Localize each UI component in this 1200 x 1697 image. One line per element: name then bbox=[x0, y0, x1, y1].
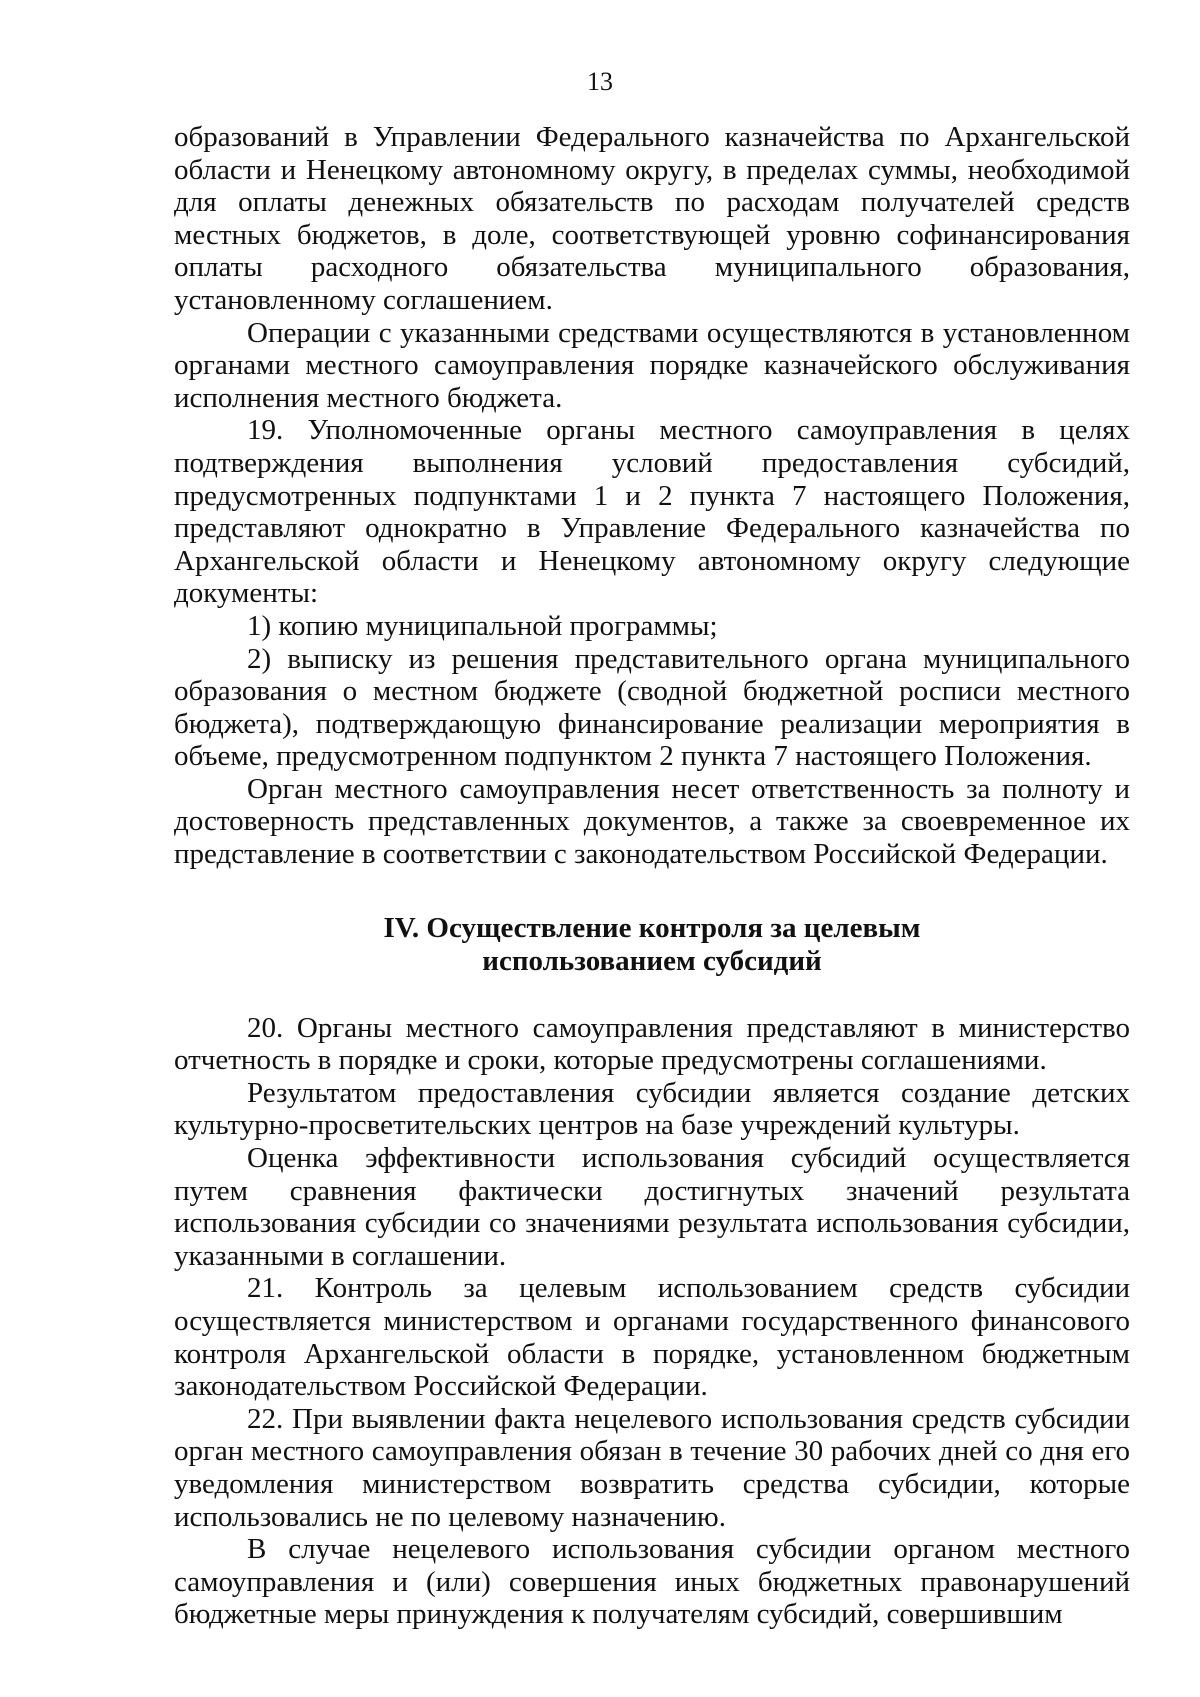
section-heading-line-2: использованием субсидий bbox=[482, 944, 822, 977]
paragraph-responsibility: Орган местного самоуправления несет ответственность за полноту и достоверность представленных документов, а также за своевременное их представление в соответствии с законодательством Российской Федерации. bbox=[174, 772, 1130, 871]
paragraph-efficiency: Оценка эффективности использования субсидий осуществляется путем сравнения фактически достигнутых значений результата использования субсидии со значениями результата использования субсидии, указанными в соглашении. bbox=[174, 1142, 1130, 1272]
paragraph-continuation: образований в Управлении Федерального казначейства по Архангельской области и Ненецкому автономному округу, в пределах суммы, необходимой для оплаты денежных обязательств по расходам получателей средств местных бюджетов, в доле, соответствующей уровню софинансирования оплаты расходного обязательства муниципального образования, установленному соглашением. bbox=[174, 121, 1130, 316]
paragraph-operations: Операции с указанными средствами осуществляются в установленном органами местного самоуправления порядке казначейского обслуживания исполнения местного бюджета. bbox=[174, 316, 1130, 414]
section-heading-line-1: IV. Осуществление контроля за целевым bbox=[383, 911, 921, 944]
paragraph-item-19: 19. Уполномоченные органы местного самоуправления в целях подтверждения выполнения условий предоставления субсидий, предусмотренных подпунктами 1 и 2 пункта 7 настоящего Положения, представляют однократно в Управление Федерального казначейства по Архангельской области и Ненецкому автономному округу следующие документы: bbox=[174, 414, 1130, 610]
paragraph-subitem-1: 1) копию муниципальной программы; bbox=[247, 609, 718, 642]
paragraph-item-20: 20. Органы местного самоуправления представляют в министерство отчетность в порядке и сроки, которые предусмотрены соглашениями. bbox=[174, 1011, 1130, 1077]
paragraph-item-21: 21. Контроль за целевым использованием средств субсидии осуществляется министерством и органами государственного финансового контроля Архангельской области в порядке, установленном бюджетным законодательством Российской Федерации. bbox=[174, 1272, 1130, 1403]
paragraph-result: Результатом предоставления субсидии является создание детских культурно-просветительских центров на базе учреждений культуры. bbox=[174, 1076, 1130, 1142]
page-number: 13 bbox=[587, 67, 613, 96]
section-heading bbox=[174, 912, 1130, 978]
document-body bbox=[174, 121, 1130, 1631]
paragraph-subitem-2: 2) выписку из решения представительного органа муниципального образования о местном бюджете (сводной бюджетной росписи местного бюджета), подтверждающую финансирование реализации мероприятия в объеме, предусмотренном подпунктом 2 пункта 7 настоящего Положения. bbox=[174, 642, 1130, 773]
paragraph-item-22: 22. При выявлении факта нецелевого использования средств субсидии орган местного самоуправления обязан в течение 30 рабочих дней со дня его уведомления министерством возвратить средства субсидии, которые использовались не по целевому назначению. bbox=[174, 1402, 1130, 1533]
paragraph-misuse-case: В случае нецелевого использования субсидии органом местного самоуправления и (или) совершения иных бюджетных правонарушений бюджетные меры принуждения к получателям субсидий, совершившим bbox=[174, 1533, 1130, 1631]
